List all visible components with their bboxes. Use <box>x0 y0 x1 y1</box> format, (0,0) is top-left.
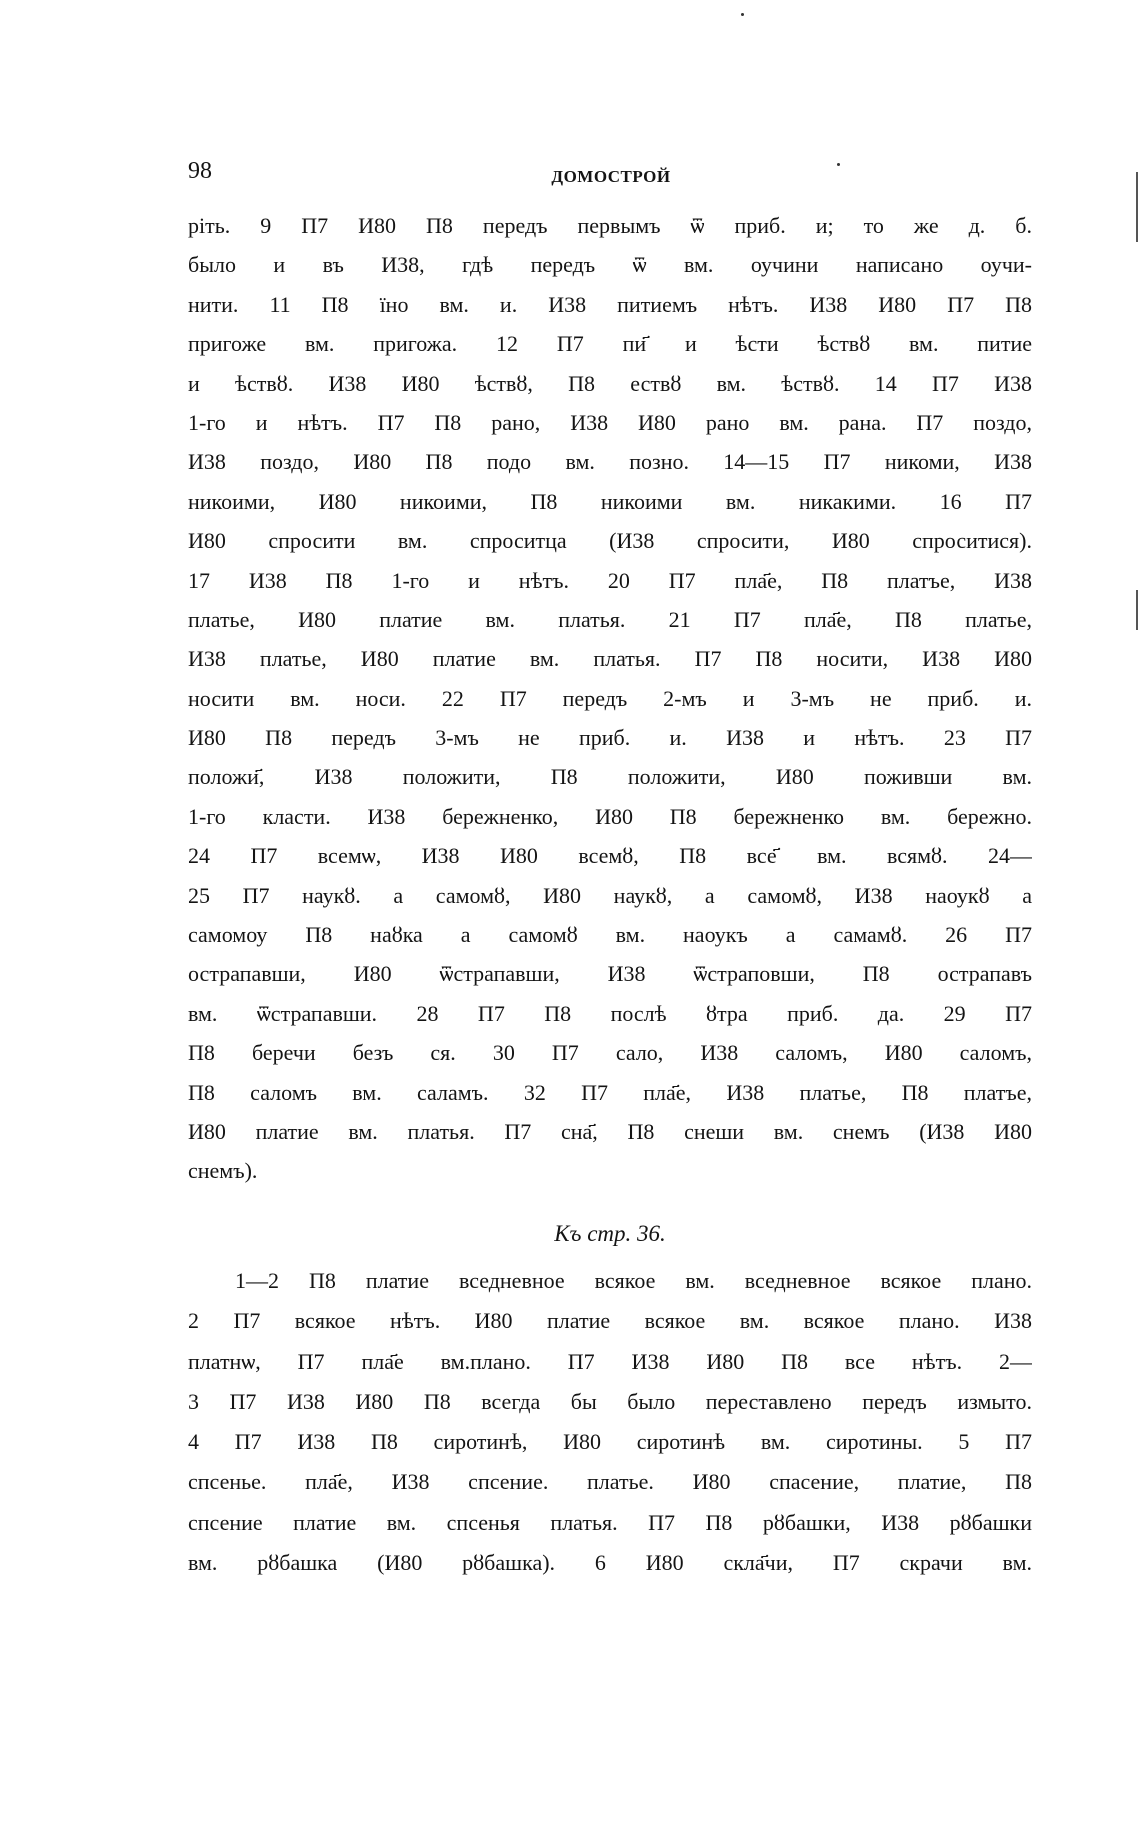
section-heading: Къ стр. 36. <box>554 1221 666 1246</box>
scan-speck-top <box>741 13 744 16</box>
scan-page-edge-upper <box>1136 172 1138 242</box>
text-line: ріть. 9 П7 И80 П8 передъ первымъ ѿ приб. и; то же д. б. <box>188 213 1032 238</box>
text-line: 3 П7 И38 И80 П8 всегда бы было переставлено передъ измыто. <box>188 1388 1032 1414</box>
text-line: П8 беречи безъ ся. 30 П7 сало, И38 саломъ, И80 саломъ, <box>188 1040 1032 1066</box>
text-line: платнѡ, П7 пла҃е вм.плано. П7 И38 И80 П8 все нѣтъ. 2— <box>188 1348 1032 1374</box>
text-line: острапавши, И80 ѿстрапавши, И38 ѿстраповши, П8 острапавъ <box>188 961 1032 987</box>
text-line: платье, И80 платие вм. платья. 21 П7 пла҃е, П8 платье, <box>188 606 1032 632</box>
text-line: спсенье. пла҃е, И38 спсение. платье. И80 спасение, платие, П8 <box>188 1469 1032 1495</box>
text-line: 4 П7 И38 П8 сиротинѣ, И80 сиротинѣ вм. сиротины. 5 П7 <box>188 1429 1032 1455</box>
text-line: И80 платие вм. платья. П7 сна҃, П8 снеши вм. снемъ (И38 И80 <box>188 1118 1032 1144</box>
text-line: 1—2 П8 платие вседневное всякое вм. вседневное всякое плано. <box>235 1268 1032 1293</box>
text-line: носити вм. носи. 22 П7 передъ 2-мъ и 3-мъ не приб. и. <box>188 685 1032 711</box>
variant-notes-block-2 <box>188 1261 1032 1583</box>
scan-speck-header <box>837 163 840 166</box>
text-line: положи҃, И38 положити, П8 положити, И80 поживши вм. <box>188 764 1032 790</box>
text-line: И38 платье, И80 платие вм. платья. П7 П8 носити, И38 И80 <box>188 646 1032 672</box>
text-line: И38 поздо, И80 П8 подо вм. позно. 14—15 П7 никоми, И38 <box>188 449 1032 475</box>
page-number: 98 <box>188 158 212 184</box>
text-line: спсение платие вм. спсенья платья. П7 П8 рȣбашки, И38 рȣбашки <box>188 1509 1032 1535</box>
text-line: самомоу П8 наȣка а самомȣ вм. наоукъ а самамȣ. 26 П7 <box>188 922 1032 948</box>
text-line: снемъ). <box>188 1158 258 1184</box>
text-line: 1-го и нѣтъ. П7 П8 рано, И38 И80 рано вм. рана. П7 поздо, <box>188 409 1032 435</box>
text-line: 25 П7 наукȣ. а самомȣ, И80 наукȣ, а самомȣ, И38 наоукȣ а <box>188 882 1032 908</box>
text-line: никоими, И80 никоими, П8 никоими вм. никакими. 16 П7 <box>188 488 1032 514</box>
text-line: и ѣствȣ. И38 И80 ѣствȣ, П8 ествȣ вм. ѣствȣ. 14 П7 И38 <box>188 370 1032 396</box>
text-line: вм. рȣбашка (И80 рȣбашка). 6 И80 скла҃чи, П7 скрачи вм. <box>188 1550 1032 1576</box>
text-line: 24 П7 всемѡ, И38 И80 всемȣ, П8 все҃ вм. всямȣ. 24— <box>188 843 1032 869</box>
text-line: нити. 11 П8 їно вм. и. И38 питиемъ нѣтъ. И38 И80 П7 П8 <box>188 291 1032 317</box>
text-line: пригоже вм. пригожа. 12 П7 пи҃ и ѣсти ѣствȣ вм. питие <box>188 331 1032 357</box>
text-line: 2 П7 всякое нѣтъ. И80 платие всякое вм. всякое плано. И38 <box>188 1308 1032 1334</box>
text-line: 1-го класти. И38 бережненко, И80 П8 бережненко вм. бережно. <box>188 803 1032 829</box>
text-line: 17 И38 П8 1-го и нѣтъ. 20 П7 пла҃е, П8 платъе, И38 <box>188 567 1032 593</box>
text-line: И80 спросити вм. спроситца (И38 спросити, И80 спроситися). <box>188 528 1032 554</box>
running-head: ДОМОСТРОЙ <box>551 167 671 186</box>
text-line: было и въ И38, гдѣ передъ ѿ вм. оучини написано оучи- <box>188 252 1032 278</box>
scan-page-edge-middle <box>1136 590 1138 630</box>
text-line: вм. ѿстрапавши. 28 П7 П8 послѣ ȣтра приб. да. 29 П7 <box>188 1000 1032 1026</box>
text-line: П8 саломъ вм. саламъ. 32 П7 пла҃е, И38 платье, П8 платъе, <box>188 1079 1032 1105</box>
variant-notes-block-1 <box>188 206 1032 1191</box>
text-line: И80 П8 передъ 3-мъ не приб. и. И38 и нѣтъ. 23 П7 <box>188 725 1032 751</box>
